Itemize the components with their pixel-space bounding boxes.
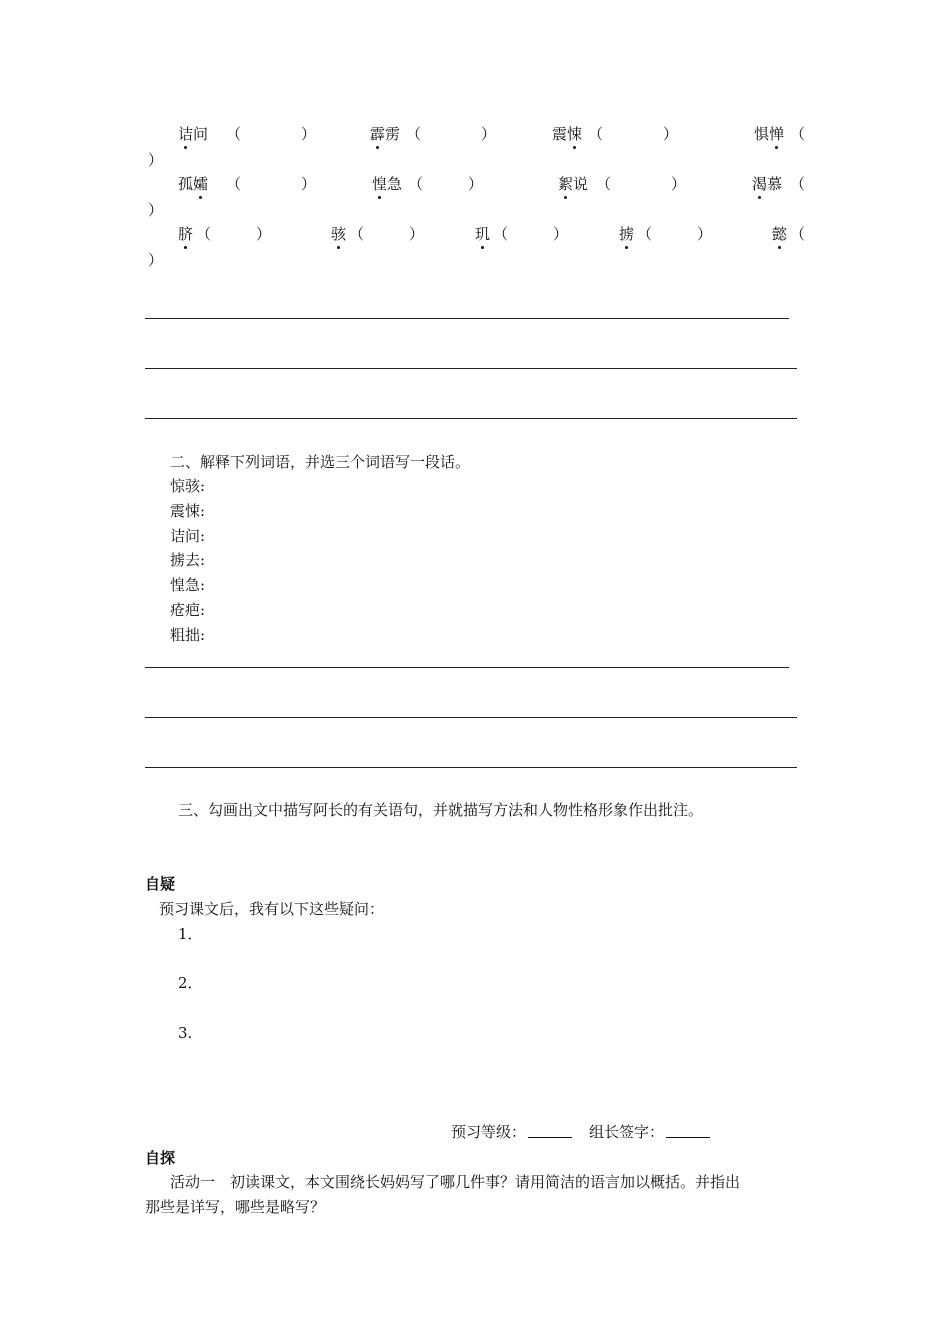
pinyin-item: 懿 — [772, 225, 788, 243]
answer-line[interactable] — [145, 318, 789, 319]
answer-line[interactable] — [145, 368, 797, 369]
term-label: 惊骇: — [170, 477, 206, 495]
pinyin-item: 脐 — [178, 225, 194, 243]
term-label: 惶急: — [170, 576, 206, 594]
question-number: 1． — [178, 925, 203, 943]
answer-bracket[interactable]: （ ） — [637, 225, 713, 243]
answer-bracket[interactable]: （ ） — [226, 125, 317, 143]
pinyin-item: 骇 — [331, 225, 347, 243]
answer-line[interactable] — [145, 717, 797, 718]
term-label: 粗拙: — [170, 626, 206, 644]
answer-line[interactable] — [145, 667, 789, 668]
pinyin-item: 诘问 — [178, 125, 209, 143]
wrap-close-bracket: ） — [148, 151, 164, 169]
leader-sign-blank[interactable] — [666, 1137, 710, 1138]
pinyin-item: 玑 — [475, 225, 491, 243]
term-label: 震悚: — [170, 502, 206, 520]
answer-bracket[interactable]: （ ） — [349, 225, 425, 243]
term-label: 疮疤: — [170, 601, 206, 619]
answer-bracket[interactable]: （ — [790, 175, 806, 193]
wrap-close-bracket: ） — [148, 251, 164, 269]
answer-bracket[interactable]: （ ） — [588, 125, 679, 143]
term-label: 掳去: — [170, 551, 206, 569]
answer-bracket[interactable]: （ ） — [196, 225, 272, 243]
activity-text: 活动一 初读课文，本文围绕长妈妈写了哪几件事？请用简洁的语言加以概括。并指出 — [170, 1173, 741, 1191]
answer-bracket[interactable]: （ ） — [408, 175, 484, 193]
grade-field: 预习等级： — [451, 1122, 572, 1142]
activity-text: 那些是详写，哪些是略写？ — [145, 1198, 326, 1216]
section3-heading: 三、勾画出文中描写阿长的有关语句，并就描写方法和人物性格形象作出批注。 — [178, 801, 704, 819]
answer-bracket[interactable]: （ ） — [493, 225, 569, 243]
pinyin-item: 絮说 — [558, 175, 589, 193]
term-label: 诘问: — [170, 527, 206, 545]
section2-heading: 二、解释下列词语，并选三个词语写一段话。 — [170, 453, 471, 471]
answer-line[interactable] — [145, 767, 797, 768]
ziyi-intro: 预习课文后，我有以下这些疑问： — [159, 900, 385, 918]
answer-line[interactable] — [145, 418, 797, 419]
grade-blank[interactable] — [528, 1137, 572, 1138]
pinyin-item: 掳 — [619, 225, 635, 243]
pinyin-item: 惶急 — [372, 175, 403, 193]
pinyin-item: 霹雳 — [370, 125, 401, 143]
question-number: 2． — [178, 974, 203, 992]
question-number: 3. — [178, 1024, 193, 1042]
leader-sign-field: 组长签字： — [589, 1122, 710, 1142]
wrap-close-bracket: ） — [148, 201, 164, 219]
answer-bracket[interactable]: （ ） — [226, 175, 317, 193]
answer-bracket[interactable]: （ — [790, 225, 806, 243]
pinyin-item: 惧惮 — [754, 125, 785, 143]
answer-bracket[interactable]: （ ） — [406, 125, 497, 143]
pinyin-item: 孤孀 — [178, 175, 209, 193]
answer-bracket[interactable]: （ — [790, 125, 806, 143]
ziyi-title: 自疑 — [145, 875, 176, 893]
answer-bracket[interactable]: （ ） — [596, 175, 687, 193]
pinyin-item: 震悚 — [552, 125, 583, 143]
pinyin-item: 渴慕 — [752, 175, 783, 193]
zitan-title: 自探 — [145, 1149, 176, 1167]
